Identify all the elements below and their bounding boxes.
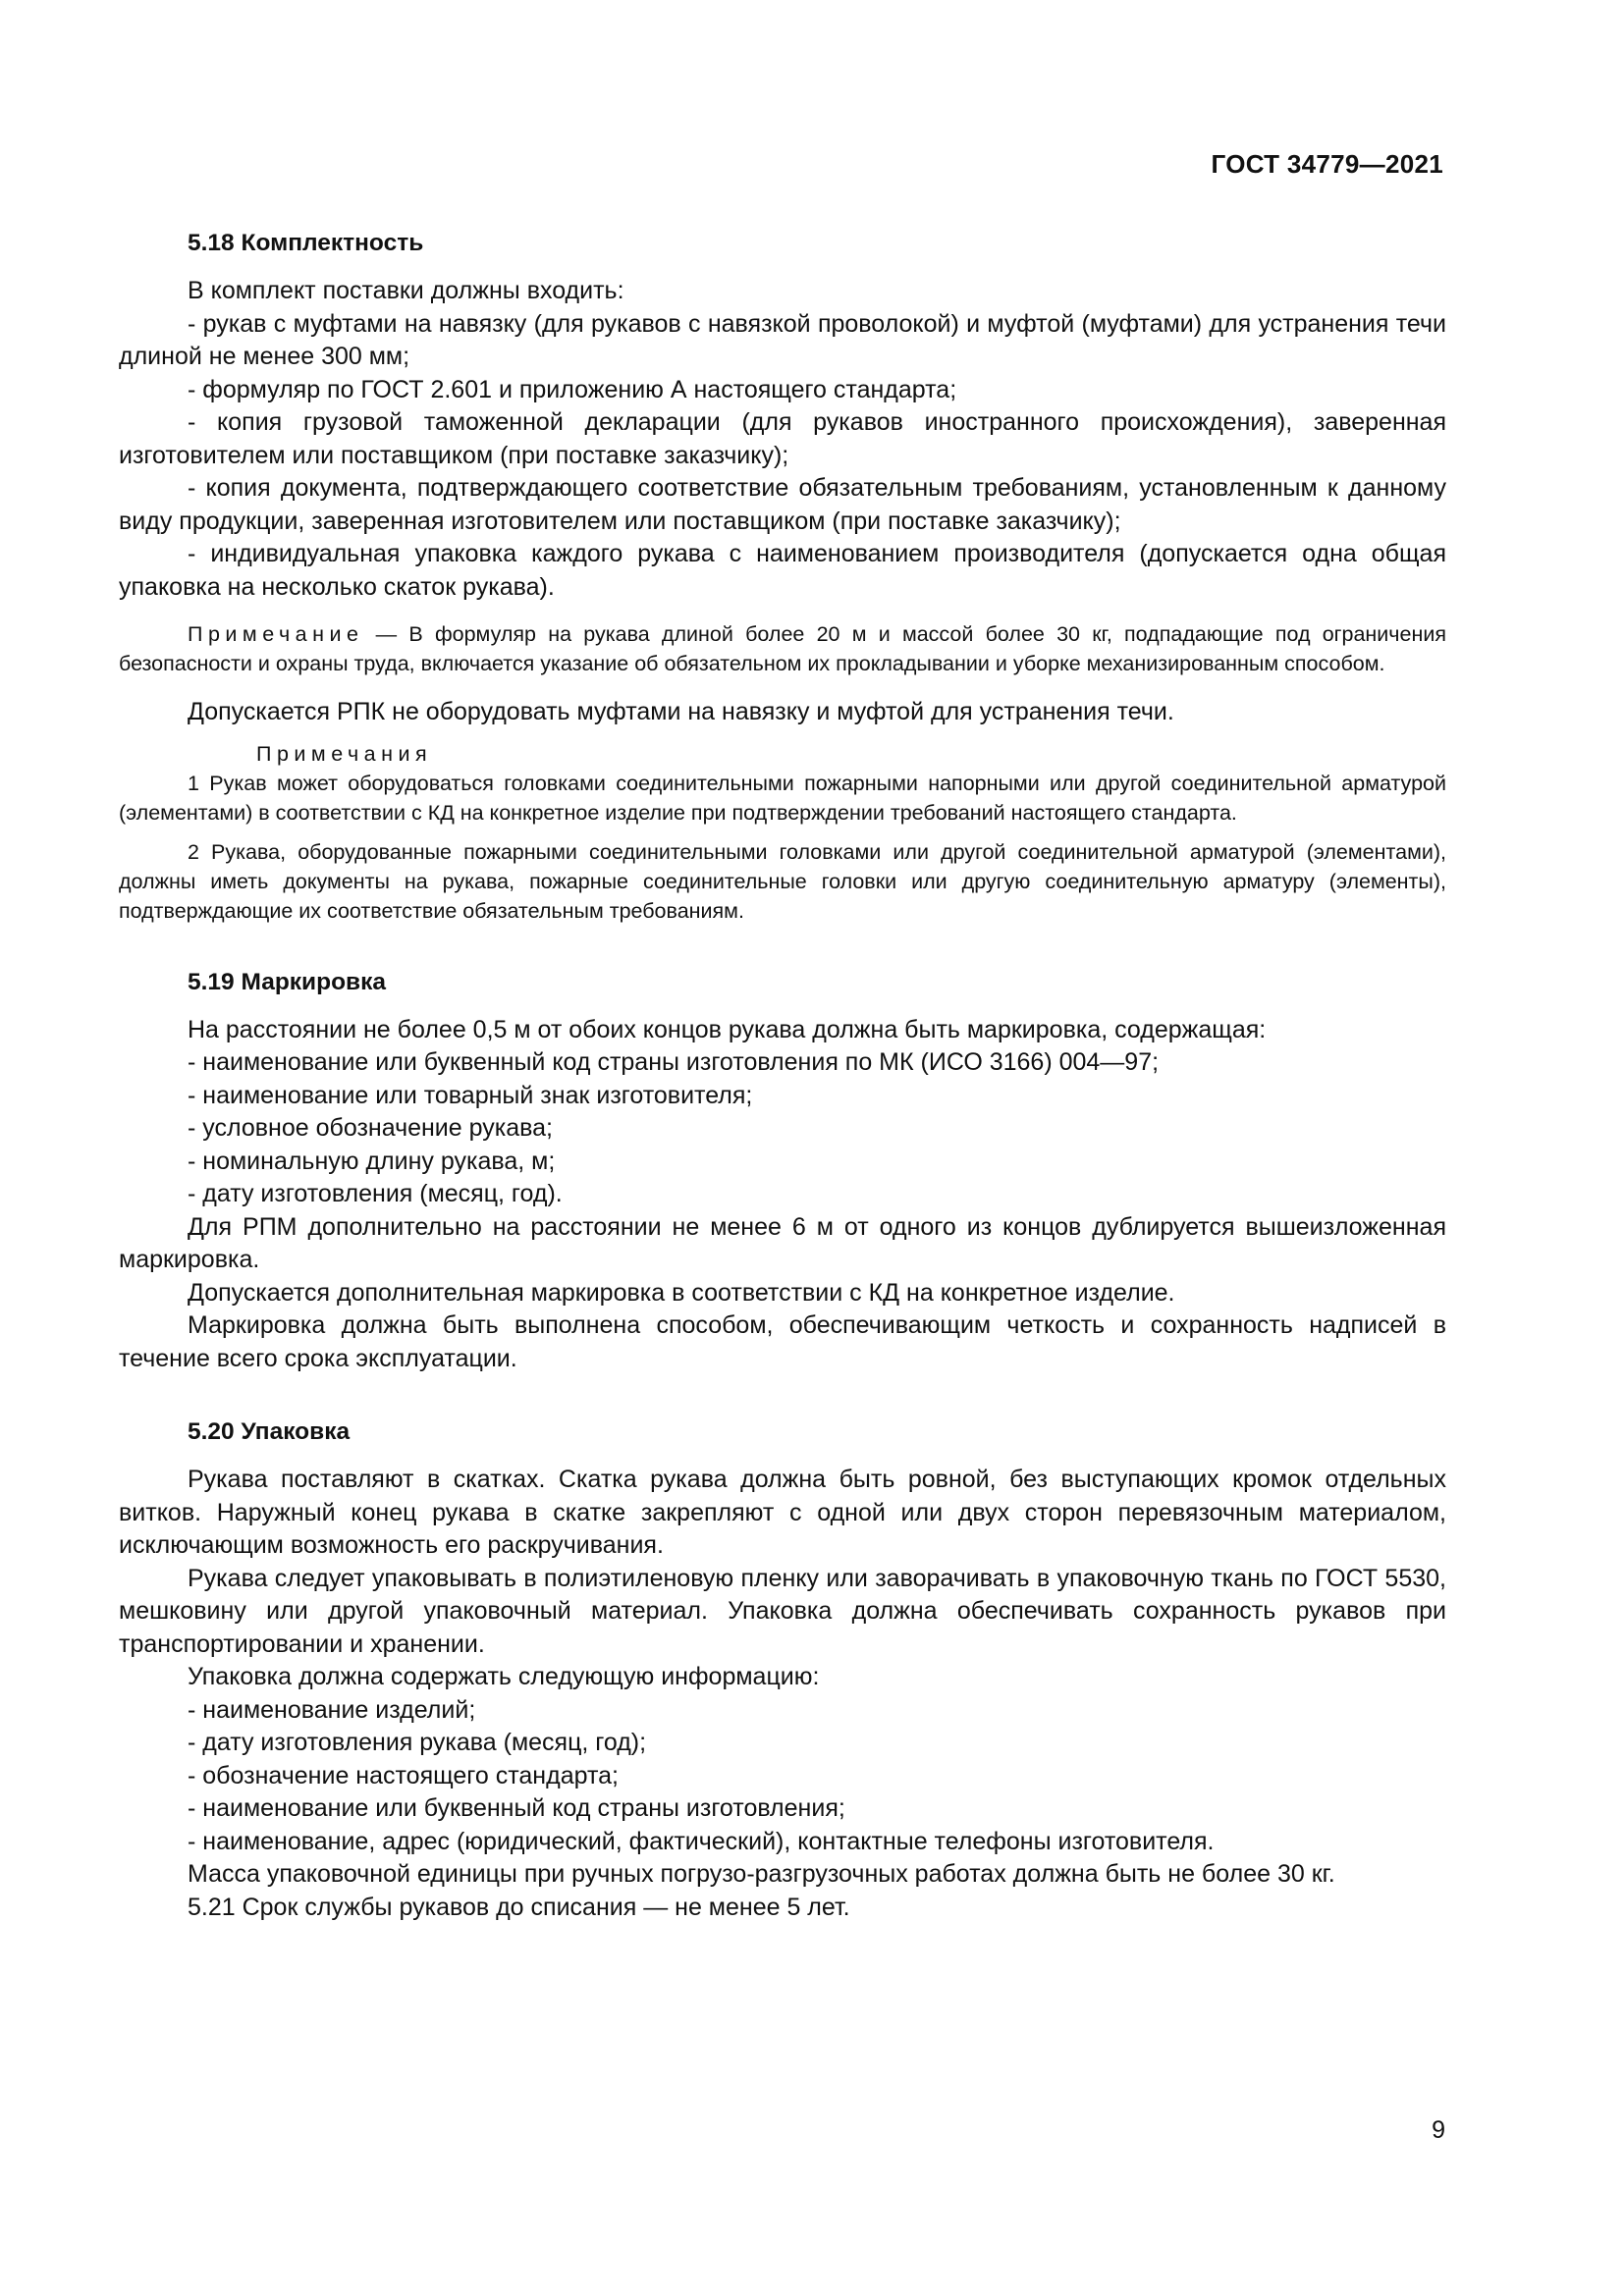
paragraph: Упаковка должна содержать следующую информацию: — [188, 1663, 820, 1690]
paragraph: Допускается дополнительная маркировка в соответствии с КД на конкретное изделие. — [188, 1278, 1175, 1307]
section-heading-5-18: 5.18 Комплектность — [188, 230, 424, 256]
paragraph: Рукава поставляют в скатках. Скатка рукава должна быть ровной, без выступающих кромок отдельных витков. Наружный конец рукава в скатке закрепляют с одной или двух сторон перевязочным материалом, исключающим возможность его раскручивания. — [119, 1466, 1446, 1559]
paragraph: Допускается РПК не оборудовать муфтами на навязку и муфтой для устранения течи. — [188, 698, 1174, 725]
list-item: - номинальную длину рукава, м; — [188, 1147, 556, 1175]
paragraph: Рукава следует упаковывать в полиэтиленовую пленку или заворачивать в упаковочную ткань по ГОСТ 5530, мешковину или другой упаковочный материал. Упаковка должна обеспечивать сохранность рукавов при транспортировании и хранении. — [119, 1564, 1446, 1658]
paragraph: На расстоянии не более 0,5 м от обоих концов рукава должна быть маркировка, содержащая: — [188, 1015, 1267, 1043]
page-number: 9 — [1432, 2116, 1445, 2144]
paragraph: В комплект поставки должны входить: — [188, 277, 624, 304]
list-item: - копия документа, подтверждающего соответствие обязательным требованиям, установленным к данному виду продукции, заверенная изготовителем или поставщиком (при поставке заказчику); — [119, 474, 1446, 535]
list-item: - условное обозначение рукава; — [188, 1114, 553, 1142]
section-heading-5-20: 5.20 Упаковка — [188, 1418, 351, 1445]
paragraph: Масса упаковочной единицы при ручных погрузо-разгрузочных работах должна быть не более 30 кг. — [188, 1860, 1335, 1888]
list-item: - формуляр по ГОСТ 2.601 и приложению А настоящего стандарта; — [188, 375, 957, 403]
notes-label: Примечания — [256, 741, 433, 766]
list-item: - дату изготовления (месяц, год). — [188, 1180, 563, 1207]
paragraph-5-21: 5.21 Срок службы рукавов до списания — не менее 5 лет. — [188, 1893, 850, 1921]
note-item: 1 Рукав может оборудоваться головками соединительными пожарными напорными или другой соединительной арматурой (элементами) в соответствии с КД на конкретное изделие при подтверждении требований настоящего стандарта. — [119, 771, 1446, 825]
note-label: Примечание — [188, 622, 364, 646]
note — [119, 619, 1446, 678]
note-item: 2 Рукава, оборудованные пожарными соединительными головками или другой соединительной арматурой (элементами), должны иметь документы на рукава, пожарные соединительные головки или другую соединительную арматуру (элементы), подтверждающие их соответствие обязательным требованиям. — [119, 839, 1446, 923]
list-item: - обозначение настоящего стандарта; — [188, 1761, 619, 1789]
paragraph: Маркировка должна быть выполнена способом, обеспечивающим четкость и сохранность надписей в течение всего срока эксплуатации. — [119, 1311, 1446, 1372]
paragraph: Для РПМ дополнительно на расстоянии не менее 6 м от одного из концов дублируется вышеизложенная маркировка. — [119, 1212, 1446, 1273]
list-item: - наименование или буквенный код страны изготовления по МК (ИСО 3166) 004—97; — [188, 1048, 1160, 1076]
note-text: — В формуляр на рукава длиной более 20 м и массой более 30 кг, подпадающие под ограничения безопасности и охраны труда, включается указание об обязательном их прокладывании и уборке механизированным способом. — [119, 622, 1446, 675]
list-item: - копия грузовой таможенной декларации (для рукавов иностранного происхождения), заверенная изготовителем или поставщиком (при поставке заказчику); — [119, 408, 1446, 469]
list-item: - наименование или товарный знак изготовителя; — [188, 1081, 753, 1109]
page-content — [119, 226, 1446, 1924]
list-item: - наименование изделий; — [188, 1695, 476, 1724]
list-item: - индивидуальная упаковка каждого рукава с наименованием производителя (допускается одна общая упаковка на несколько скаток рукава). — [119, 540, 1446, 601]
list-item: - наименование, адрес (юридический, фактический), контактные телефоны изготовителя. — [188, 1827, 1215, 1855]
list-item: - дату изготовления рукава (месяц, год); — [188, 1729, 647, 1756]
standard-designation: ГОСТ 34779—2021 — [1211, 149, 1443, 179]
list-item: - наименование или буквенный код страны изготовления; — [188, 1794, 845, 1822]
list-item: - рукав с муфтами на навязку (для рукавов с навязкой проволокой) и муфтой (муфтами) для устранения течи длиной не менее 300 мм; — [119, 309, 1446, 370]
section-heading-5-19: 5.19 Маркировка — [188, 968, 386, 995]
